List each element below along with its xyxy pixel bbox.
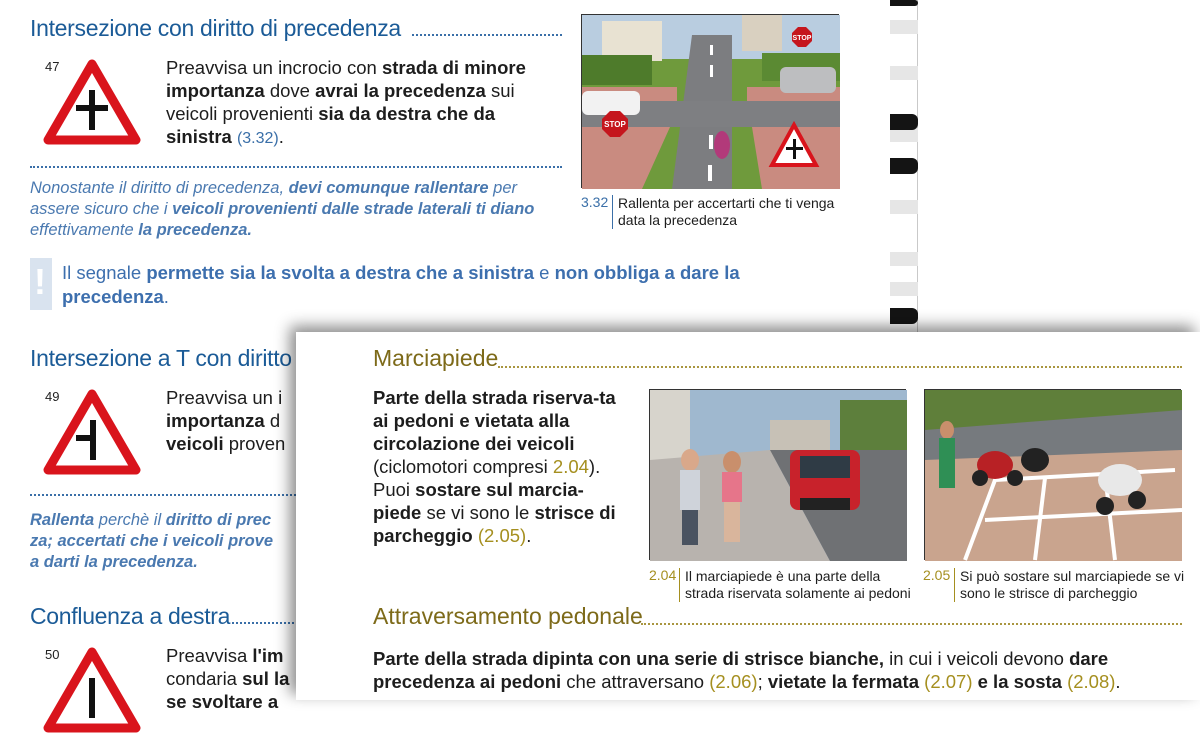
section-title-marciapiede: Marciapiede bbox=[373, 345, 499, 371]
merge-right-warning-sign-icon bbox=[44, 648, 140, 734]
photo-sidewalk-pedestrians bbox=[649, 389, 906, 560]
note-text: Il segnale permette sia la svolta a destra che a sinistra e non obbliga a dare la precedenza. bbox=[62, 262, 740, 307]
sign-description: Preavvisa un i importanza d veicoli proven bbox=[166, 387, 286, 454]
caption-number: 2.04 bbox=[649, 567, 677, 583]
title-dotted-rule bbox=[498, 366, 1182, 368]
caption-text: Si può sostare sul marciapiede se vi sono le strisce di parcheggio bbox=[954, 568, 1186, 602]
sign-description: Preavvisa un incrocio con strada di minore importanza dove avrai la precedenza sui veicoli provenienti sia da destra che da sinistra (3.32). bbox=[166, 57, 526, 147]
front-page bbox=[296, 332, 1200, 700]
section-title-confluenza: Confluenza a destra bbox=[30, 603, 231, 629]
section-title-intersezione-precedenza: Intersezione con diritto di precedenza bbox=[30, 15, 401, 41]
title-dotted-rule bbox=[641, 623, 1182, 625]
sign-description: Preavvisa l'im condaria sul la se svoltare a bbox=[166, 645, 290, 712]
stop-sign-label: STOP bbox=[792, 35, 812, 42]
section-title-intersezione-t: Intersezione a T con diritto bbox=[30, 345, 292, 371]
sign-number: 50 bbox=[45, 647, 60, 662]
attraversamento-description: Parte della strada dipinta con una serie di strisce bianche, in cui i veicoli devono dare precedenza ai pedoni che attraversano (2.06); vietate la fermata (2.07) e la sosta (2.08). bbox=[373, 648, 1121, 692]
exclamation-note-icon: ! bbox=[30, 258, 52, 310]
crossroads-warning-sign-icon bbox=[44, 60, 140, 146]
photo-intersection bbox=[581, 14, 839, 188]
caption-number: 3.32 bbox=[581, 194, 609, 210]
caption-text: Il marciapiede è una parte della strada riservata solamente ai pedoni bbox=[679, 568, 911, 602]
sign-number: 47 bbox=[45, 59, 60, 74]
stop-sign-label: STOP bbox=[604, 120, 626, 129]
marciapiede-description: Parte della strada riserva-ta ai pedoni e vietata alla circolazione dei veicoli (ciclomotori compresi 2.04). Puoi sostare sul marcia-piede se vi sono le strisce di parcheggio (2.05). bbox=[373, 387, 616, 546]
caption-number: 2.05 bbox=[923, 567, 951, 583]
sign-number: 49 bbox=[45, 389, 60, 404]
divider-dotted bbox=[30, 166, 562, 168]
caption-text: Rallenta per accertarti che ti venga data la precedenza bbox=[612, 195, 842, 229]
title-dotted-rule bbox=[232, 622, 302, 624]
divider-dotted bbox=[30, 494, 300, 496]
photo-sidewalk-parking bbox=[924, 389, 1181, 560]
title-dotted-rule bbox=[412, 34, 562, 36]
advice-text: Nonostante il diritto di precedenza, devi comunque rallentare per assere sicuro che i veicoli provenienti dalle strade laterali ti diano effettivamente la precedenza. bbox=[30, 179, 535, 239]
advice-text: Rallenta perchè il diritto di prec za; accertati che i veicoli prove a darti la precedenza. bbox=[30, 511, 274, 571]
t-junction-warning-sign-icon bbox=[44, 390, 140, 476]
section-title-attraversamento: Attraversamento pedonale bbox=[373, 603, 643, 629]
